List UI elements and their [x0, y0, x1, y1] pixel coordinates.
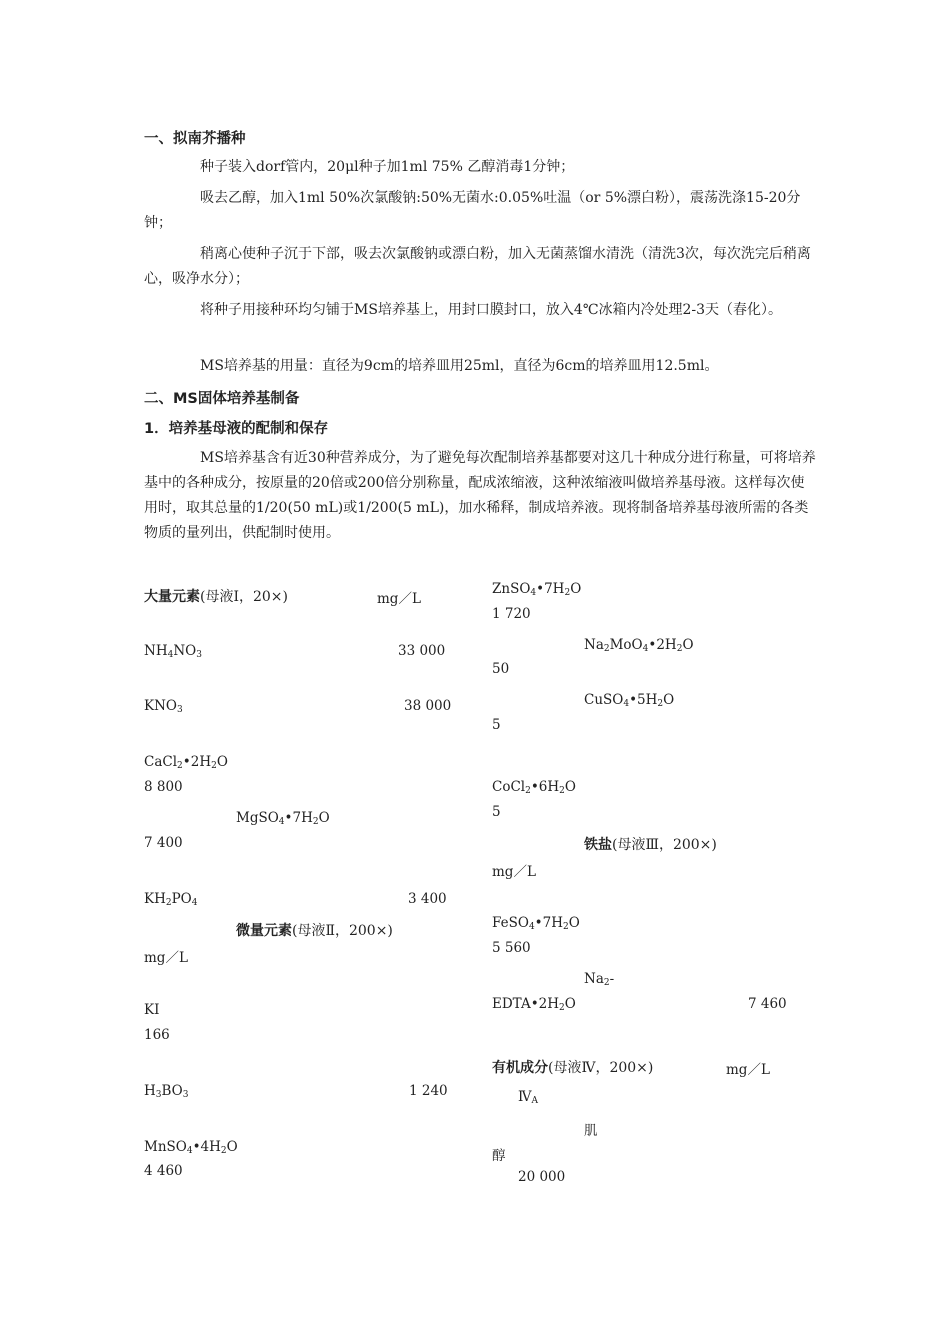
kh2po4-value: 3 400 — [408, 891, 447, 907]
organic-heading — [492, 1057, 653, 1077]
edta-label-part2: $EDTA•2H_2O$ — [492, 996, 576, 1013]
mnso4-label: $MnSO_4•4H_2O$ — [144, 1139, 238, 1156]
macro-title: 大量元素 — [144, 589, 200, 605]
section2-subtitle: 1．培养基母液的配制和保存 — [144, 421, 329, 437]
iron-title: 铁盐 — [584, 837, 612, 853]
paragraph-3: 稍离心使种子沉于下部，吸去次氯酸钠或漂白粉，加入无菌蒸馏水清洗（清洗3次，每次洗完后稍离心，吸净水分）； — [144, 246, 811, 287]
paragraph-5: MS培养基的用量：直径为9cm的培养皿用25ml，直径为6cm的培养皿用12.5ml。 — [200, 358, 719, 374]
cocl2-value: 5 — [492, 804, 501, 820]
paragraph-4: 将种子用接种环均匀铺于MS培养基上，用封口膜封口，放入4℃冰箱内冷处理2-3天（春化）。 — [200, 302, 783, 318]
micro-note: (母液Ⅱ，200×) — [292, 923, 393, 939]
micro-title: 微量元素 — [236, 923, 292, 939]
cacl2-label: $CaCl_2•2H_2O$ — [144, 754, 228, 771]
kno3-label: $KNO_3$ — [144, 698, 183, 715]
feso4-value: 5 560 — [492, 940, 531, 956]
macro-unit: mg／L — [377, 591, 421, 607]
organic-note: (母液Ⅳ，200×) — [548, 1060, 654, 1076]
cuso4-value: 5 — [492, 717, 501, 733]
mgso4-label: $MgSO_4•7H_2O$ — [236, 810, 330, 827]
ki-value: 166 — [144, 1027, 170, 1043]
edta-value: 7 460 — [748, 996, 787, 1012]
h3bo3-label: $H_3BO_3$ — [144, 1083, 189, 1100]
cocl2-label: $CoCl_2•6H_2O$ — [492, 779, 576, 796]
znso4-label: $ZnSO_4•7H_2O$ — [492, 581, 582, 598]
macro-heading — [144, 586, 288, 606]
section2-title: 二、MS固体培养基制备 — [144, 391, 300, 407]
iron-note: (母液Ⅲ，200×) — [612, 837, 717, 853]
kh2po4-label: $KH_2PO_4$ — [144, 891, 198, 908]
h3bo3-value: 1 240 — [409, 1083, 448, 1099]
mgso4-value: 7 400 — [144, 835, 183, 851]
edta-label-part1: $Na_2-$ — [584, 971, 615, 988]
paragraph-2: 吸去乙醇，加入1ml 50%次氯酸钠:50%无菌水:0.05%吐温（or 5%漂白粉），震荡洗涤15-20分钟； — [144, 190, 801, 231]
ki-label: KI — [144, 1002, 160, 1018]
section1-title: 一、拟南芥播种 — [144, 131, 246, 147]
organic-unit: mg／L — [726, 1062, 770, 1078]
mnso4-value: 4 460 — [144, 1163, 183, 1179]
feso4-label: $FeSO_4•7H_2O$ — [492, 915, 580, 932]
nh4no3-value: 33 000 — [398, 643, 446, 659]
cuso4-label: $CuSO_4•5H_2O$ — [584, 692, 675, 709]
iva-label: $Ⅳ_A$ — [518, 1089, 538, 1106]
znso4-value: 1 720 — [492, 606, 531, 622]
organic-title: 有机成分 — [492, 1060, 548, 1076]
paragraph-6: MS培养基含有近30种营养成分，为了避免每次配制培养基都要对这几十种成分进行称量，可将培养基中的各种成分，按原量的20倍或200倍分别称量，配成浓缩液，这种浓缩液叫做培养基母液。这样每次使用时，取其总量的1/20(50 mL)或1/200(5 mL)，加水稀释，制成培养液。现将制备培养基母液所需的各类物质的量列出，供配制时使用。 — [144, 450, 816, 541]
inositol-value: 20 000 — [518, 1169, 566, 1185]
na2moo4-label: $Na_2MoO_4•2H_2O$ — [584, 637, 694, 654]
kno3-value: 38 000 — [404, 698, 452, 714]
paragraph-1: 种子装入dorf管内，20μl种子加1ml 75% 乙醇消毒1分钟； — [200, 159, 575, 175]
na2moo4-value: 50 — [492, 661, 510, 677]
micro-heading — [236, 920, 393, 940]
macro-note: (母液Ⅰ，20×) — [200, 589, 288, 605]
nh4no3-label: $NH_4NO_3$ — [144, 643, 202, 660]
iron-unit: mg／L — [492, 864, 536, 880]
inositol-label-2: 醇 — [492, 1148, 506, 1164]
iron-heading — [584, 834, 717, 854]
cacl2-value: 8 800 — [144, 779, 183, 795]
inositol-label-1: 肌 — [584, 1123, 598, 1139]
micro-unit: mg／L — [144, 950, 188, 966]
